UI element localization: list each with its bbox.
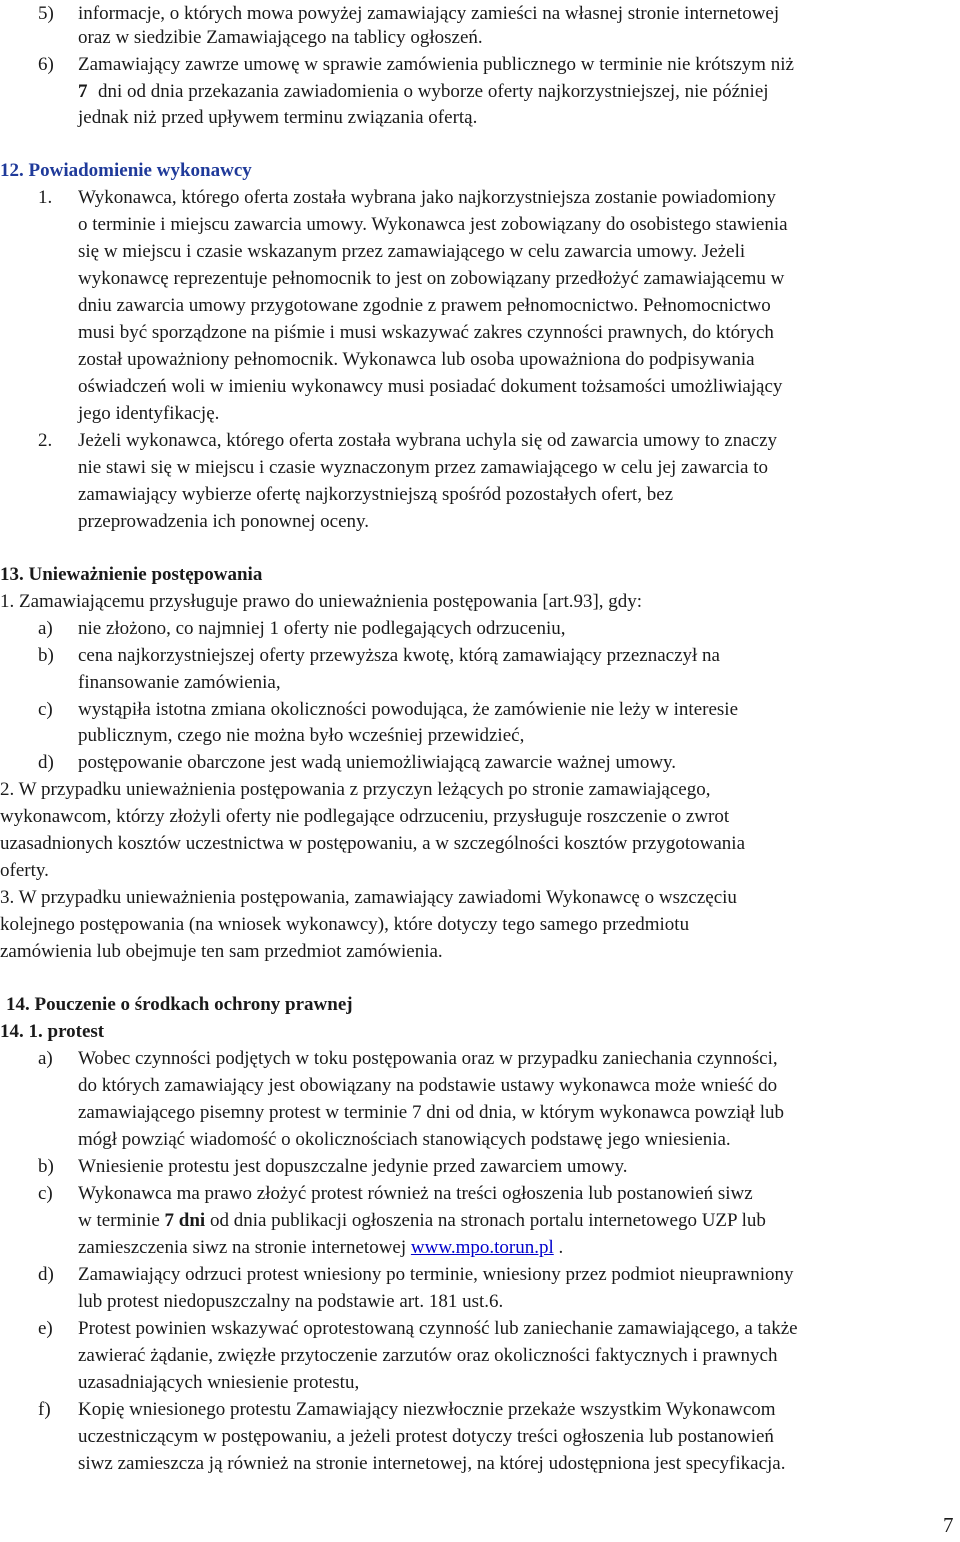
text-line: publicznym, czego nie można było wcześniej przewidzieć, [78,725,525,746]
item-label: c) [38,1183,53,1204]
text-line: się w miejscu i czasie wskazanym przez zamawiającego w celu zawarcia umowy. Jeżeli [78,241,746,262]
text-fragment: od dnia publikacji ogłoszenia na stronach portalu internetowego UZP lub [205,1210,766,1231]
text-line: postępowanie obarczone jest wadą uniemożliwiającą zawarcie ważnej umowy. [78,752,677,773]
text-line: Wykonawca ma prawo złożyć protest również na treści ogłoszenia lub postanowień siwz [78,1183,753,1204]
item-label: a) [38,618,53,639]
item-label: f) [38,1399,51,1420]
text-line: oświadczeń woli w imieniu wykonawcy musi posiadać dokument tożsamości umożliwiający [78,376,783,397]
text-line: zawierać żądanie, zwięzłe przytoczenie zarzutów oraz okoliczności faktycznych i prawnych [78,1345,778,1366]
text-line: Wniesienie protestu jest dopuszczalne jedynie przed zawarciem umowy. [78,1156,628,1177]
text-line: Protest powinien wskazywać oprotestowaną czynność lub zaniechanie zamawiającego, a także [78,1318,798,1339]
text-fragment: . [553,1237,564,1258]
text-line: Jeżeli wykonawca, którego oferta została wybrana uchyla się od zawarcia umowy to znaczy [78,430,778,451]
item-label: b) [38,645,54,666]
item-label: c) [38,699,53,720]
section-heading: 13. Unieważnienie postępowania [0,564,263,585]
text-line: nie złożono, co najmniej 1 oferty nie podlegających odrzuceniu, [78,618,566,639]
text-line: wystąpiła istotna zmiana okoliczności powodująca, że zamówienie nie leży w interesie [78,699,739,720]
text-line: kolejnego postępowania (na wniosek wykonawcy), które dotyczy tego samego przedmiotu [0,914,690,935]
item-label: 5) [38,3,54,24]
text-line: siwz zamieszcza ją również na stronie internetowej, na której udostępniona jest specyfikacja. [78,1453,786,1474]
text-line: lub protest niedopuszczalny na podstawie art. 181 ust.6. [78,1291,504,1312]
item-label: d) [38,1264,54,1285]
item-label: d) [38,752,54,773]
text-line: Zamawiający zawrze umowę w sprawie zamówienia publicznego w terminie nie krótszym niż [78,54,794,75]
item-label: e) [38,1318,53,1339]
text-line: jednak niż przed upływem terminu związania ofertą. [78,107,478,128]
section-heading: 12. Powiadomienie wykonawcy [0,160,252,181]
text-line: nie stawi się w miejscu i czasie wyznaczonym przez zamawiającego w celu jej zawarcia to [78,457,769,478]
bold-number: 7 [78,81,88,102]
text-line: o terminie i miejscu zawarcia umowy. Wykonawca jest zobowiązany do osobistego stawienia [78,214,788,235]
text-line: jego identyfikację. [78,403,220,424]
text-line: musi być sporządzone na piśmie i musi wskazywać zakres czynności prawnych, do których [78,322,774,343]
text-fragment: w terminie [78,1210,165,1231]
text-line: 3. W przypadku unieważnienia postępowania, zamawiający zawiadomi Wykonawcę o wszczęciu [0,887,737,908]
page-number: 7 [943,1513,954,1537]
text-line: 1. Zamawiającemu przysługuje prawo do unieważnienia postępowania [art.93], gdy: [0,591,643,612]
text-line: przeprowadzenia ich ponownej oceny. [78,511,370,532]
text-line: uzasadniających wniesienie protestu, [78,1372,360,1393]
text-line [78,1234,563,1261]
item-label: a) [38,1048,53,1069]
website-link[interactable]: www.mpo.torun.pl [410,1237,554,1258]
section-heading: 14. Pouczenie o środkach ochrony prawnej [6,994,353,1015]
text-line: cena najkorzystniejszej oferty przewyższa kwotę, którą zamawiający przeznaczył na [78,645,720,666]
text-line: dni od dnia przekazania zawiadomienia o wyborze oferty najkorzystniejszej, nie później [98,81,769,102]
item-label: 2. [38,430,53,451]
item-label: 6) [38,54,54,75]
text-line: wykonawcom, którzy złożyli oferty nie podlegające odrzuceniu, przysługuje roszczenie o zwrot [0,806,730,827]
text-line: 2. W przypadku unieważnienia postępowania z przyczyn leżących po stronie zamawiającego, [0,779,711,800]
text-fragment: zamieszczenia siwz na stronie internetowej [78,1237,411,1258]
text-line: Zamawiający odrzuci protest wniesiony po terminie, wniesiony przez podmiot nieuprawniony [78,1264,794,1285]
text-line: Wykonawca, którego oferta została wybrana jako najkorzystniejsza zostanie powiadomiony [78,187,776,208]
text-line: wykonawcę reprezentuje pełnomocnik to jest on zobowiązany przedłożyć zamawiającemu w [78,268,785,289]
text-line: zamawiający wybierze ofertę najkorzystniejszą spośród pozostałych ofert, bez [78,484,674,505]
text-line: zamówienia lub obejmuje ten sam przedmiot zamówienia. [0,941,443,962]
text-line: Kopię wniesionego protestu Zamawiający niezwłocznie przekaże wszystkim Wykonawcom [78,1399,776,1420]
text-line: finansowanie zamówienia, [78,672,281,693]
text-line: został upoważniony pełnomocnik. Wykonawca lub osoba upoważniona do podpisywania [78,349,755,370]
text-line: do których zamawiający jest obowiązany na podstawie ustawy wykonawca może wnieść do [78,1075,778,1096]
bold-fragment: 7 dni [164,1210,206,1231]
text-line: zamawiającego pisemny protest w terminie 7 dni od dnia, w którym wykonawca powziął lub [78,1102,784,1123]
item-label: b) [38,1156,54,1177]
text-line: informacje, o których mowa powyżej zamawiający zamieści na własnej stronie internetowej [78,3,780,24]
text-line: Wobec czynności podjętych w toku postępowania oraz w przypadku zaniechania czynności, [78,1048,778,1069]
text-line [78,1207,766,1234]
subsection-heading: 14. 1. protest [0,1021,105,1042]
text-line: mógł powziąć wiadomość o okolicznościach stanowiących podstawę jego wniesienia. [78,1129,731,1150]
text-line: oraz w siedzibie Zamawiającego na tablicy ogłoszeń. [78,27,483,48]
text-line: oferty. [0,860,49,881]
item-label: 1. [38,187,53,208]
text-line: dniu zawarcia umowy przygotowane zgodnie z prawem pełnomocnictwo. Pełnomocnictwo [78,295,771,316]
text-line: uczestniczącym w postępowaniu, a jeżeli protest dotyczy treści ogłoszenia lub postanowień [78,1426,774,1447]
text-line: uzasadnionych kosztów uczestnictwa w postępowaniu, a w szczególności kosztów przygotowania [0,833,746,854]
